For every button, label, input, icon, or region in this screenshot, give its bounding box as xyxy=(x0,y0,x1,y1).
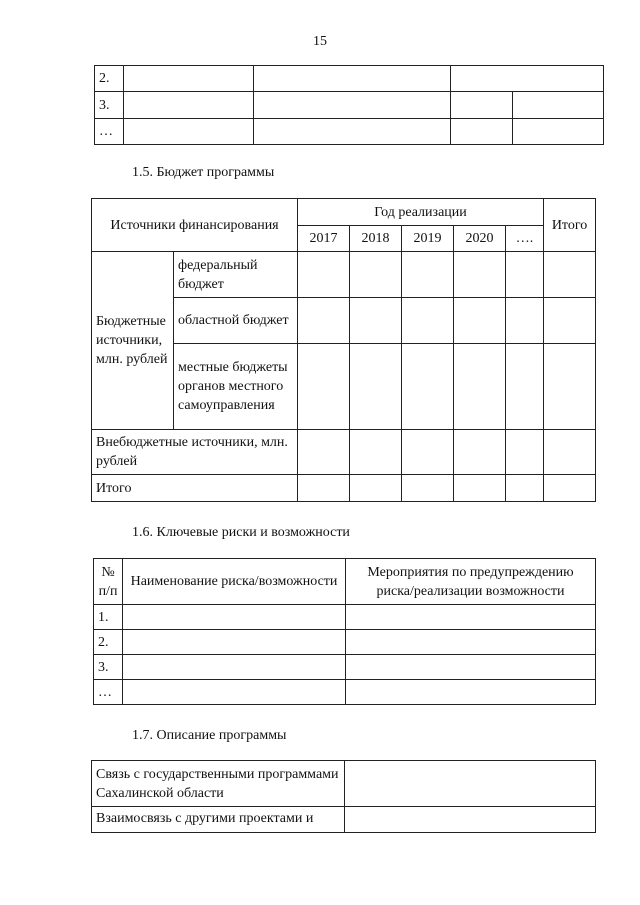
table-row xyxy=(92,475,596,502)
table-cell xyxy=(513,92,604,119)
description-label: Связь с государственными программами Сахалинской области xyxy=(92,761,345,807)
budget-table xyxy=(91,198,596,502)
year-header: Год реализации xyxy=(298,199,544,226)
table-row xyxy=(95,119,604,145)
year-cell: …. xyxy=(506,226,544,252)
num-header: № п/п xyxy=(94,559,123,605)
description-heading: 1.7. Описание программы xyxy=(132,728,287,743)
table-cell xyxy=(254,66,451,92)
year-cell: 2018 xyxy=(350,226,402,252)
risks-heading: 1.6. Ключевые риски и возможности xyxy=(132,525,350,540)
table-cell xyxy=(513,119,604,145)
page-number: 15 xyxy=(313,34,327,49)
row-number: 2. xyxy=(94,630,123,655)
table-cell xyxy=(254,119,451,145)
table-cell xyxy=(124,119,254,145)
total-header: Итого xyxy=(544,199,596,252)
budget-sub-label: местные бюджеты органов местного самоуправления xyxy=(174,344,298,430)
table-row xyxy=(94,559,596,605)
risks-table xyxy=(93,558,596,705)
table-cell xyxy=(254,92,451,119)
description-table xyxy=(91,760,596,833)
row-number: … xyxy=(95,119,124,145)
extra-budget-label: Внебюджетные источники, млн. рублей xyxy=(92,430,298,475)
budget-heading: 1.5. Бюджет программы xyxy=(132,165,275,180)
table-cell xyxy=(124,92,254,119)
table-row xyxy=(92,761,596,807)
budget-sources-label: Бюджетные источники, млн. рублей xyxy=(92,252,174,430)
row-number: 3. xyxy=(94,655,123,680)
budget-sub-label: областной бюджет xyxy=(174,298,298,344)
table-row xyxy=(95,66,604,92)
measures-header: Мероприятия по предупреждению риска/реализации возможности xyxy=(346,559,596,605)
row-number: … xyxy=(94,680,123,705)
name-header: Наименование риска/возможности xyxy=(123,559,346,605)
row-number: 2. xyxy=(95,66,124,92)
table-cell xyxy=(451,66,604,92)
row-number: 3. xyxy=(95,92,124,119)
table-cell xyxy=(451,92,513,119)
table-row xyxy=(95,92,604,119)
budget-sub-label: федеральный бюджет xyxy=(174,252,298,298)
top-table xyxy=(94,65,604,145)
table-row xyxy=(92,807,596,833)
table-row xyxy=(94,605,596,630)
sources-header: Источники финансирования xyxy=(92,199,298,252)
table-cell xyxy=(124,66,254,92)
table-row xyxy=(92,430,596,475)
year-cell: 2019 xyxy=(402,226,454,252)
table-row xyxy=(92,199,596,226)
table-cell xyxy=(451,119,513,145)
table-row xyxy=(94,680,596,705)
table-row xyxy=(94,630,596,655)
total-row-label: Итого xyxy=(92,475,298,502)
year-cell: 2017 xyxy=(298,226,350,252)
year-cell: 2020 xyxy=(454,226,506,252)
table-row xyxy=(94,655,596,680)
description-label: Взаимосвязь с другими проектами и xyxy=(92,807,345,833)
table-row xyxy=(92,252,596,298)
row-number: 1. xyxy=(94,605,123,630)
